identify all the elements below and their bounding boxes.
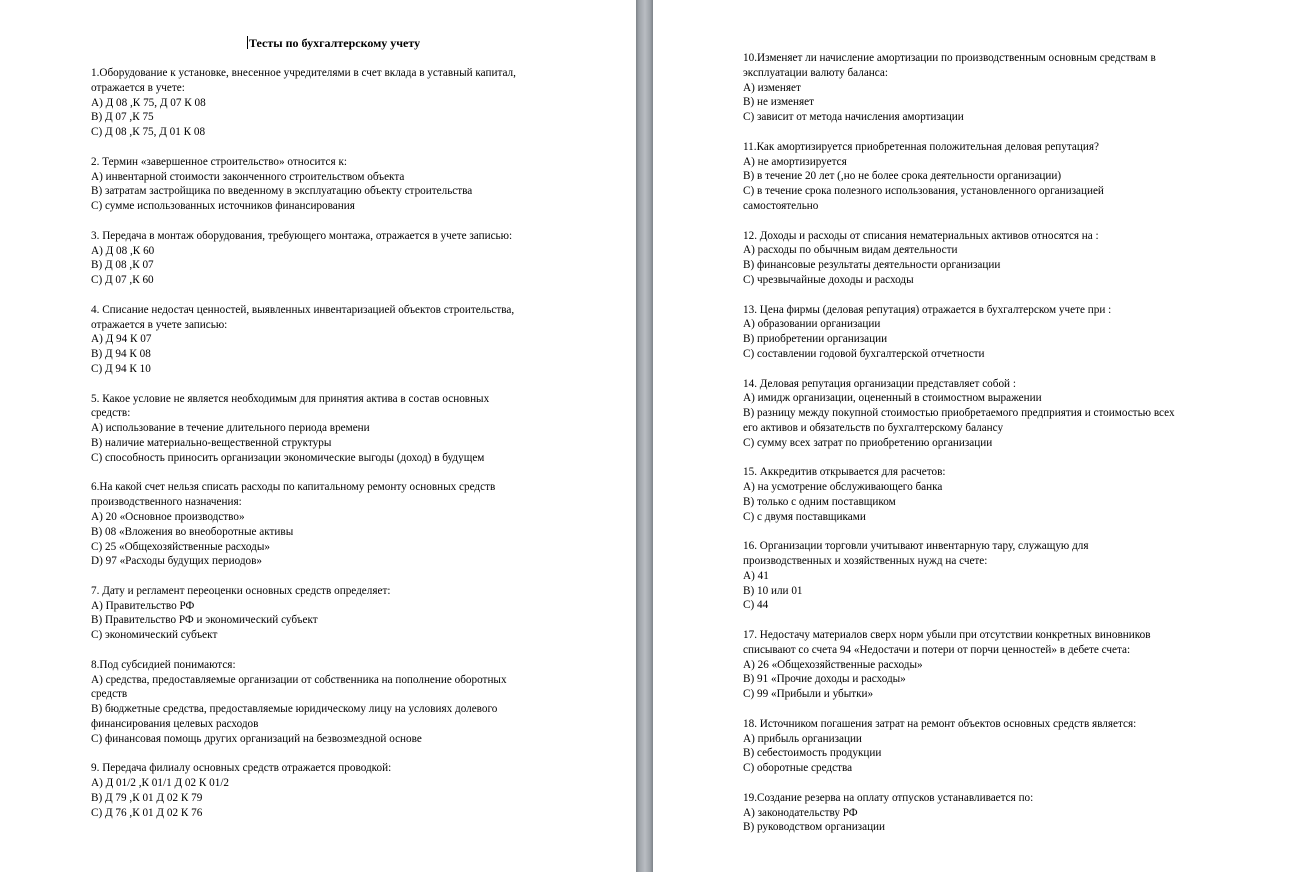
answer-line: С) способность приносить организации экономические выгоды (доход) в будущем — [91, 451, 485, 464]
document-title — [247, 36, 420, 51]
question-block — [743, 717, 1263, 776]
answer-line: В) затратам застройщика по введенному в эксплуатацию объекту строительства — [91, 185, 473, 198]
answer-line: В) приобретении организации — [743, 333, 888, 346]
question-text: 5. Какое условие не является необходимым для принятия актива в состав основных — [91, 392, 490, 405]
answer-line: А) использование в течение длительного периода времени — [91, 422, 370, 435]
left-question-column — [91, 66, 591, 835]
answer-line: С) Д 07 ,К 60 — [91, 274, 154, 287]
answer-line: С) Д 76 ,К 01 Д 02 К 76 — [91, 806, 203, 819]
answer-line: отражается в учете записью: — [91, 318, 228, 331]
answer-line: А) имидж организации, оцененный в стоимостном выражении — [743, 392, 1042, 405]
answer-line: А) 20 «Основное производство» — [91, 510, 245, 523]
answer-line: средств — [91, 688, 128, 701]
question-text: 17. Недостачу материалов сверх норм убыли при отсутствии конкретных виновников — [743, 629, 1151, 642]
answer-line: С) финансовая помощь других организаций на безвозмездной основе — [91, 732, 422, 745]
answer-line: финансирования целевых расходов — [91, 718, 259, 731]
answer-line: А) расходы по обычным видам деятельности — [743, 244, 958, 257]
answer-line: В) руководством организации — [743, 821, 886, 834]
question-text: 3. Передача в монтаж оборудования, требующего монтажа, отражается в учете записью: — [91, 229, 513, 242]
text-cursor — [247, 36, 248, 49]
answer-line: С) чрезвычайные доходы и расходы — [743, 273, 914, 286]
question-block — [91, 658, 591, 747]
question-text: 11.Как амортизируется приобретенная положительная деловая репутация? — [743, 140, 1099, 153]
document-page-left — [0, 0, 636, 872]
question-block — [743, 539, 1263, 613]
answer-line: С) Д 94 К 10 — [91, 362, 151, 375]
answer-line: А) Д 94 К 07 — [91, 333, 152, 346]
answer-line: В) 10 или 01 — [743, 584, 803, 597]
right-question-column — [743, 51, 1263, 850]
question-text: 1.Оборудование к установке, внесенное учредителями в счет вклада в уставный капитал, — [91, 67, 516, 79]
answer-line: В) Правительство РФ и экономический субъект — [91, 614, 318, 627]
answer-line: С) экономический субъект — [91, 629, 218, 642]
answer-line: эксплуатации валюту баланса: — [743, 66, 888, 79]
answer-line: списывают со счета 94 «Недостачи и потери от порчи ценностей» в дебете счета: — [743, 643, 1131, 656]
answer-line: В) финансовые результаты деятельности организации — [743, 259, 1001, 272]
question-block — [743, 140, 1263, 214]
answer-line: С) составлении годовой бухгалтерской отчетности — [743, 347, 985, 360]
question-text: 19.Создание резерва на оплату отпусков устанавливается по: — [743, 791, 1034, 804]
answer-line: А) Правительство РФ — [91, 599, 195, 612]
answer-line: В) 08 «Вложения во внеоборотные активы — [91, 525, 294, 538]
answer-line: А) 41 — [743, 569, 769, 582]
question-text: 9. Передача филиалу основных средств отражается проводкой: — [91, 762, 392, 775]
answer-line: С) 25 «Общехозяйственные расходы» — [91, 540, 270, 553]
answer-line: А) законодательству РФ — [743, 806, 858, 819]
answer-line: В) себестоимость продукции — [743, 747, 882, 760]
answer-line: В) Д 79 ,К 01 Д 02 К 79 — [91, 792, 203, 805]
answer-line: В) разницу между покупной стоимостью приобретаемого предприятия и стоимостью всех — [743, 407, 1175, 420]
answer-line: С) зависит от метода начисления амортизации — [743, 111, 964, 124]
answer-line: А) Д 01/2 ,К 01/1 Д 02 К 01/2 — [91, 777, 230, 790]
page-gutter — [636, 0, 653, 872]
answer-line: средств: — [91, 407, 131, 420]
question-block — [743, 229, 1263, 288]
answer-line: В) Д 07 ,К 75 — [91, 111, 154, 124]
question-text: 12. Доходы и расходы от списания нематериальных активов относятся на : — [743, 229, 1099, 242]
question-text: 16. Организации торговли учитывают инвентарную тару, служащую для — [743, 540, 1089, 553]
answer-line: С) в течение срока полезного использования, установленного организацией — [743, 185, 1104, 198]
question-text: 7. Дату и регламент переоценки основных средств определяет: — [91, 584, 391, 597]
question-text: 13. Цена фирмы (деловая репутация) отражается в бухгалтерском учете при : — [743, 303, 1112, 316]
question-text: 10.Изменяет ли начисление амортизации по производственным основным средствам в — [743, 52, 1156, 64]
question-block — [91, 303, 591, 377]
question-block — [743, 377, 1263, 451]
question-text: 2. Термин «завершенное строительство» относится к: — [91, 155, 348, 168]
question-block — [91, 155, 591, 214]
answer-line: А) не амортизируется — [743, 155, 847, 168]
question-block — [91, 480, 591, 569]
answer-line: А) инвентарной стоимости законченного строительством объекта — [91, 170, 405, 183]
answer-line: В) наличие материально-вещественной структуры — [91, 436, 332, 449]
question-block — [91, 761, 591, 820]
answer-line: В) 91 «Прочие доходы и расходы» — [743, 673, 906, 686]
answer-line: С) с двумя поставщиками — [743, 510, 866, 523]
answer-line: С) 99 «Прибыли и убытки» — [743, 688, 874, 701]
question-block — [743, 303, 1263, 362]
answer-line: В) не изменяет — [743, 96, 815, 109]
answer-line: А) Д 08 ,К 60 — [91, 244, 155, 257]
question-text: 6.На какой счет нельзя списать расходы по капитальному ремонту основных средств — [91, 481, 496, 494]
answer-line: С) сумме использованных источников финансирования — [91, 200, 355, 213]
answer-line: В) Д 08 ,К 07 — [91, 259, 154, 272]
answer-line: В) в течение 20 лет (,но не более срока деятельности организации) — [743, 170, 1062, 183]
answer-line: D) 97 «Расходы будущих периодов» — [91, 555, 263, 568]
question-block — [743, 465, 1263, 524]
question-text: 8.Под субсидией понимаются: — [91, 658, 236, 671]
answer-line: отражается в учете: — [91, 81, 185, 94]
question-block — [743, 628, 1263, 702]
answer-line: А) Д 08 ,К 75, Д 07 К 08 — [91, 96, 206, 109]
answer-line: С) оборотные средства — [743, 762, 853, 775]
answer-line: В) только с одним поставщиком — [743, 495, 896, 508]
answer-line: производственных и хозяйственных нужд на счете: — [743, 555, 988, 568]
question-text: 14. Деловая репутация организации представляет собой : — [743, 377, 1016, 390]
answer-line: его активов и обязательств по бухгалтерскому балансу — [743, 421, 1004, 434]
question-block — [91, 229, 591, 288]
answer-line: В) Д 94 К 08 — [91, 348, 151, 361]
answer-line: В) бюджетные средства, предоставляемые юридическому лицу на условиях долевого — [91, 703, 498, 716]
question-block — [91, 66, 591, 140]
document-page-right — [653, 0, 1289, 872]
question-block — [91, 584, 591, 643]
document-title-text: Тесты по бухгалтерскому учету — [249, 36, 421, 50]
answer-line: производственного назначения: — [91, 496, 242, 509]
answer-line: А) средства, предоставляемые организации от собственника на пополнение оборотных — [91, 673, 507, 686]
answer-line: самостоятельно — [743, 199, 819, 212]
question-block — [91, 392, 591, 466]
answer-line: А) прибыль организации — [743, 732, 862, 745]
question-text: 18. Источником погашения затрат на ремонт объектов основных средств является: — [743, 717, 1137, 730]
answer-line: А) изменяет — [743, 81, 801, 94]
question-text: 4. Списание недостач ценностей, выявленных инвентаризацией объектов строительства, — [91, 303, 515, 316]
question-block — [743, 51, 1263, 125]
question-block — [743, 791, 1263, 835]
answer-line: С) сумму всех затрат по приобретению организации — [743, 436, 993, 449]
answer-line: С) Д 08 ,К 75, Д 01 К 08 — [91, 126, 206, 139]
answer-line: А) на усмотрение обслуживающего банка — [743, 481, 943, 494]
question-text: 15. Аккредитив открывается для расчетов: — [743, 466, 946, 479]
answer-line: А) 26 «Общехозяйственные расходы» — [743, 658, 923, 671]
answer-line: А) образовании организации — [743, 318, 881, 331]
answer-line: С) 44 — [743, 599, 769, 612]
